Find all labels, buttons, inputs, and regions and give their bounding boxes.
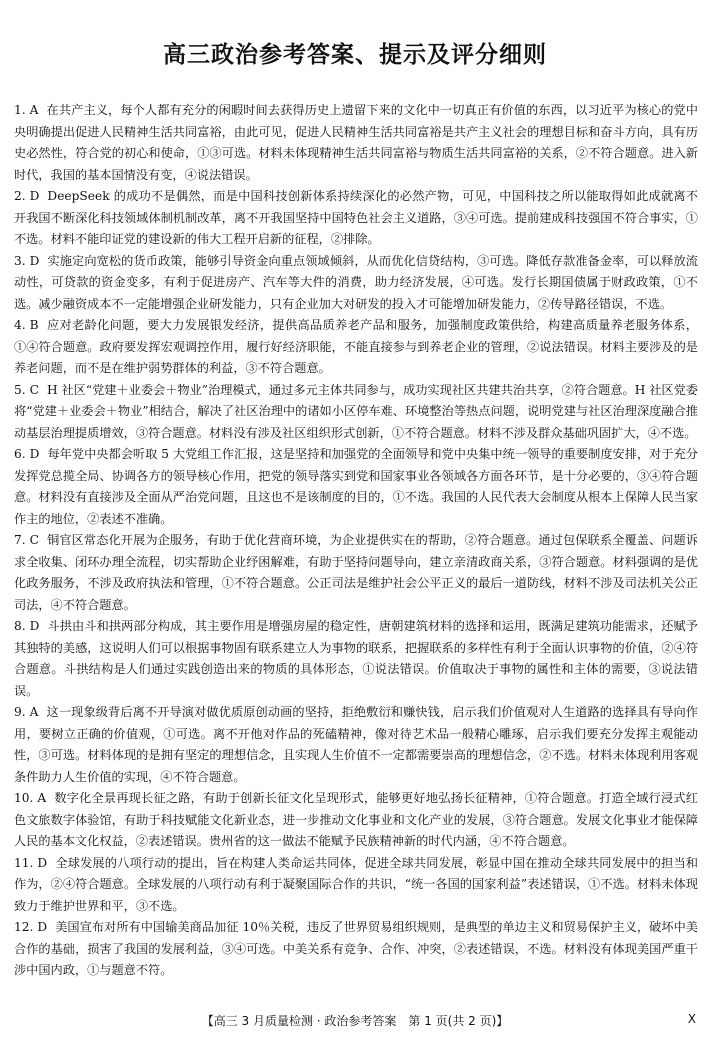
question-number: 11. (14, 855, 34, 870)
answer-item (14, 380, 698, 445)
answer-item (14, 251, 698, 316)
answer-item (14, 616, 698, 702)
explanation-text: DeepSeek 的成功不是偶然，而是中国科技创新体系持续深化的必然产物，可见，中国科技之所以能取得如此成就离不开我国不断深化科技领域体制机制改革，离不开我国坚持中国特色社会主义道路，③④可选。提前建成科技强国不符合事实，①不选。材料不能印证党的建设新的伟大工程开启新的征程，②排除。 (14, 189, 698, 246)
answer-list (14, 100, 698, 982)
answer-item (14, 853, 698, 918)
answer-item (14, 186, 698, 251)
explanation-text: 全球发展的八项行动的提出，旨在构建人类命运共同体，促进全球共同发展，彰显中国在推动全球共同发展中的担当和作为，②④符合题意。全球发展的八项行动有利于凝聚国际合作的共识，“统一各国的国家利益”表述错误，①不选。材料未体现致力于维护世界和平，③不选。 (14, 855, 698, 913)
answer-letter: D (37, 920, 48, 934)
explanation-text: 斗拱由斗和拱两部分构成，其主要作用是增强房屋的稳定性，唐朝建筑材料的选择和运用，既满足建筑功能需求，还赋予其独特的美感，这说明人们可以根据事物固有联系建立人为事物的联系，把握联系的多样性有利于全面认识事物的价值，②④符合题意。斗拱结构是人们通过实践创造出来的物质的具体形态，①说法错误。价值取决于事物的属性和主体的需要，③说法错误。 (14, 619, 698, 698)
explanation-text: 应对老龄化问题，要大力发展银发经济，提供高品质养老产品和服务，加强制度政策供给，构建高质量养老服务体系，①④符合题意。政府要发挥宏观调控作用，履行好经济职能，不能直接参与到养老企业的管理，②说法错误。材料主要涉及的是养老问题，而不是在维护弱势群体的利益，③不符合题意。 (14, 318, 698, 375)
answer-letter: B (29, 318, 39, 332)
answer-letter: A (29, 103, 39, 117)
explanation-text: 美国宣布对所有中国输美商品加征 10％关税，违反了世界贸易组织规则，是典型的单边主义和贸易保护主义，破坏中美合作的基础，损害了我国的发展利益，③④可选。中美关系有竞争、合作、冲突，②表述错误，不选。材料没有体现美国严重干涉中国内政，①与题意不符。 (14, 920, 698, 977)
question-number: 1. (14, 103, 26, 117)
answer-letter: D (29, 447, 40, 461)
explanation-text: 在共产主义，每个人都有充分的闲暇时间去获得历史上遗留下来的文化中一切真正有价值的东西，以习近平为核心的党中央明确提出促进人民精神生活共同富裕，由此可见，促进人民精神生活共同富裕是共产主义社会的理想目标和奋斗方向，具有历史必然性，符合党的初心和使命，①③可选。材料未体现精神生活共同富裕与物质生活共同富裕的关系，②不符合题意。进入新时代，我国的基本国情没有变，④说法错误。 (14, 103, 698, 182)
answer-letter: A (37, 791, 47, 805)
question-number: 5. (14, 382, 26, 397)
answer-letter: D (29, 189, 40, 203)
answer-item (14, 788, 698, 853)
explanation-text: 铜官区常态化开展为企服务，有助于优化营商环境，为企业提供实在的帮助，②符合题意。通过包保联系全覆盖、问题诉求全收集、闭环办理全流程，切实帮助企业纾困解难，有助于坚持问题导向，建立亲清政商关系，③符合题意。材料强调的是优化政务服务，不涉及政府执法和管理，①不符合题意。公正司法是维护社会公平正义的最后一道防线，材料不涉及司法机关公正司法，④不符合题意。 (14, 533, 698, 612)
answer-letter: D (29, 619, 40, 633)
answer-item (14, 917, 698, 982)
question-number: 3. (14, 253, 26, 268)
answer-item (14, 315, 698, 380)
explanation-text: 实施定向宽松的货币政策，能够引导资金向重点领域倾斜，从而优化信贷结构，③可选。降低存款准备金率，可以释放流动性，可贷款的资金变多，有利于促进房产、汽车等大件的消费，助力经济发展，④可选。发行长期国债属于财政政策，①不选。减少融资成本不一定能增强企业研发能力，只有企业加大对研发的投入才可能增加研发能力，②传导路径错误，不选。 (14, 253, 698, 311)
question-number: 10. (14, 791, 34, 805)
question-number: 4. (14, 318, 26, 332)
question-number: 7. (14, 533, 26, 547)
answer-item (14, 530, 698, 616)
answer-letter: D (37, 855, 48, 870)
explanation-text: 数字化全景再现长征之路，有助于创新长征文化呈现形式，能够更好地弘扬长征精神，①符合题意。打造全域行浸式红色文旅数字体验馆，有助于科技赋能文化新业态，进一步推动文化事业和文化产业的发展，③符合题意。发展文化事业才能保障人民的基本文化权益，②表述错误。贵州省的这一做法不能赋予民族精神新的时代内涵，④不符合题意。 (14, 791, 698, 848)
corner-mark: X (687, 1012, 696, 1026)
question-number: 2. (14, 189, 26, 203)
explanation-text: H 社区“党建＋业委会＋物业”治理模式，通过多元主体共同参与，成功实现社区共建共治共享，②符合题意。H 社区党委将“党建＋业委会＋物业”相结合，解决了社区治理中的诸如小区停车难、环境整治等热点问题，说明党建与社区治理深度融合推动基层治理提质增效，③符合题意。材料没有涉及社区组织形式创新，①不符合题意。材料不涉及群众基础巩固扩大，④不选。 (14, 382, 698, 440)
answer-letter: C (29, 533, 39, 547)
explanation-text: 这一现象级背后离不开导演对做优质原创动画的坚持，拒绝敷衍和赚快钱，启示我们价值观对人生道路的选择具有导向作用，要树立正确的价值观，①可选。离不开他对作品的死磕精神，像对待艺术品一般精心雕琢，启示我们要充分发挥主观能动性，③可选。材料体现的是拥有坚定的理想信念，且实现人生价值不一定都需要崇高的理想信念，②不选。材料未体现利用客观条件助力人生价值的实现，④不符合题意。 (14, 705, 698, 784)
question-number: 6. (14, 447, 26, 461)
question-number: 12. (14, 920, 34, 934)
answer-item (14, 100, 698, 186)
question-number: 9. (14, 705, 26, 719)
answer-item (14, 702, 698, 788)
page-footer: 【高三 3 月质量检测 · 政治参考答案 第 1 页(共 2 页)】 (201, 1014, 509, 1028)
explanation-text: 每年党中央都会听取 5 大党组工作汇报，这是坚持和加强党的全面领导和党中央集中统一领导的重要制度安排，对于充分发挥党总揽全局、协调各方的领导核心作用，把党的领导落实到党和国家事业各领域各方面各环节，是十分必要的，③④符合题意。材料没有直接涉及全面从严治党问题，且这也不是该制度的目的，①不选。我国的人民代表大会制度从根本上保障人民当家作主的地位，②表述不准确。 (14, 447, 698, 526)
answer-letter: C (29, 382, 39, 397)
answer-letter: A (29, 705, 39, 719)
page-title: 高三政治参考答案、提示及评分细则 (163, 42, 547, 68)
answer-letter: D (29, 253, 40, 268)
question-number: 8. (14, 619, 26, 633)
answer-item (14, 444, 698, 530)
